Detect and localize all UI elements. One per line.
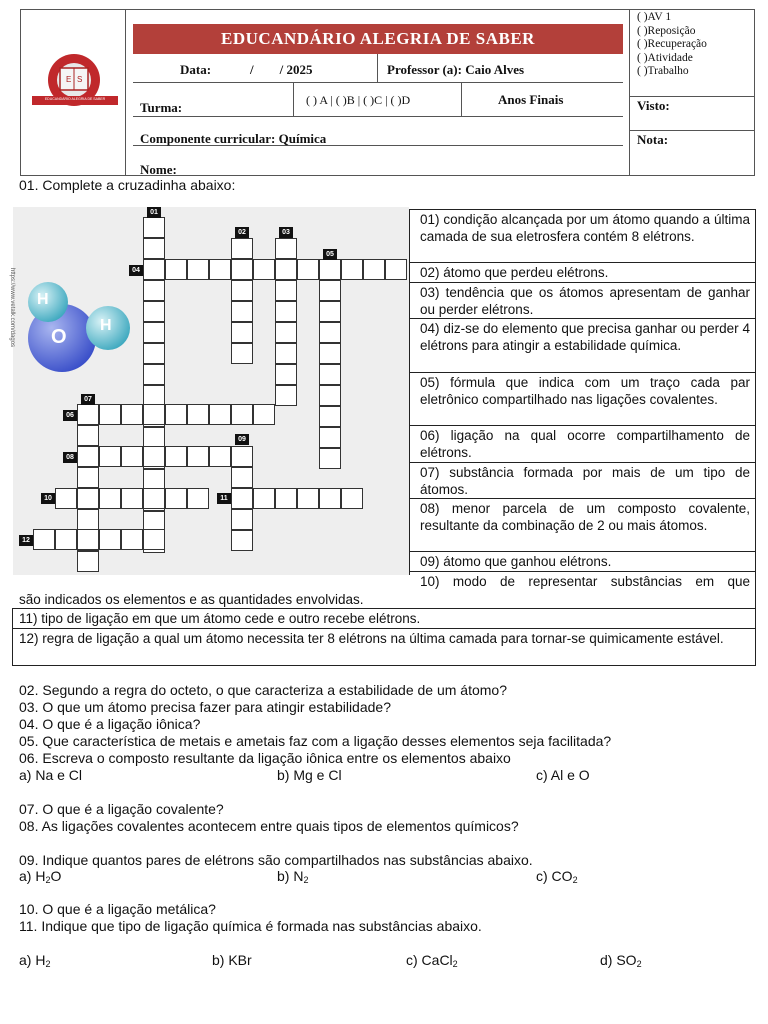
crossword-cell[interactable]	[143, 217, 165, 238]
crossword-cell[interactable]	[77, 529, 99, 550]
crossword-cell[interactable]	[231, 509, 253, 530]
crossword-cell[interactable]	[143, 280, 165, 301]
atom-label-h1: H	[37, 291, 49, 308]
clue-07: 07) substância formada por mais de um tipo de átomos.	[420, 465, 750, 497]
formula-text: b) KBr	[212, 952, 252, 968]
question-08: 08. As ligações covalentes acontecem entre quais tipos de elementos químicos?	[19, 818, 519, 834]
question-06-option-c: c) Al e O	[536, 767, 590, 783]
question-09-option-b	[277, 868, 308, 889]
crossword-cell[interactable]	[275, 322, 297, 343]
assessment-option[interactable]: ( )Recuperação	[637, 38, 707, 50]
clue-number-badge: 01	[147, 207, 161, 218]
crossword-cell[interactable]	[99, 529, 121, 550]
clue-number-badge: 10	[41, 493, 55, 504]
teacher-name: Professor (a): Caio Alves	[387, 62, 525, 77]
clue-number-badge: 04	[129, 265, 143, 276]
crossword-cell[interactable]	[165, 404, 187, 425]
crossword-cell[interactable]	[319, 406, 341, 427]
crossword-cell[interactable]	[77, 446, 99, 467]
assessment-option[interactable]: ( )AV 1	[637, 11, 672, 23]
question-04: 04. O que é a ligação iônica?	[19, 716, 201, 732]
clue-number-badge: 05	[323, 249, 337, 260]
crossword-cell[interactable]	[77, 551, 99, 572]
clue-03: 03) tendência que os átomos apresentam de ganhar ou perder elétrons.	[420, 285, 750, 317]
crossword-cell[interactable]	[143, 529, 165, 550]
crossword-cell[interactable]	[231, 343, 253, 364]
crossword-cell[interactable]	[99, 446, 121, 467]
question-11-option-a	[19, 952, 50, 973]
crossword-cell[interactable]	[319, 301, 341, 322]
crossword-cell[interactable]	[77, 404, 99, 425]
crossword-cell[interactable]	[297, 259, 319, 280]
header-divider	[629, 96, 755, 97]
clue-number-badge: 12	[19, 535, 33, 546]
formula-text: O	[50, 868, 62, 884]
crossword-cell[interactable]	[231, 322, 253, 343]
clue-table-border	[12, 665, 756, 666]
clue-10-start: 10) modo de representar substâncias em que	[420, 574, 750, 589]
crossword-cell[interactable]	[143, 427, 165, 448]
question-06-option-b: b) Mg e Cl	[277, 767, 342, 783]
formula-text: d) SO	[600, 952, 637, 968]
crossword-cell[interactable]	[231, 280, 253, 301]
header-divider	[293, 82, 294, 116]
crossword-cell[interactable]	[209, 446, 231, 467]
school-name: EDUCANDÁRIO ALEGRIA DE SABER	[133, 24, 623, 54]
name-label: Nome:	[140, 162, 177, 177]
crossword-cell[interactable]	[143, 469, 165, 490]
atom-label-h2: H	[100, 317, 112, 334]
crossword-cell[interactable]	[231, 259, 253, 280]
crossword-cell[interactable]	[143, 364, 165, 385]
assessment-option[interactable]: ( )Trabalho	[637, 65, 689, 77]
crossword-cell[interactable]	[275, 343, 297, 364]
crossword-cell[interactable]	[143, 404, 165, 425]
crossword-cell[interactable]	[99, 488, 121, 509]
crossword-cell[interactable]	[319, 385, 341, 406]
clue-09: 09) átomo que ganhou elétrons.	[420, 554, 612, 569]
crossword-cell[interactable]	[231, 446, 253, 467]
crossword-cell[interactable]	[253, 488, 275, 509]
crossword-cell[interactable]	[209, 404, 231, 425]
crossword-cell[interactable]	[143, 322, 165, 343]
crossword-cell[interactable]	[187, 446, 209, 467]
crossword-cell[interactable]	[231, 530, 253, 551]
crossword-cell[interactable]	[385, 259, 407, 280]
question-11-option-c	[406, 952, 458, 973]
header-divider	[125, 9, 126, 176]
header-divider	[377, 54, 378, 82]
crossword-cell[interactable]	[297, 488, 319, 509]
school-logo	[30, 52, 120, 114]
question-01-title: 01. Complete a cruzadinha abaixo:	[19, 177, 236, 193]
crossword-cell[interactable]	[275, 238, 297, 259]
formula-subscript: 2	[572, 875, 578, 885]
svg-text:E: E	[66, 75, 72, 84]
date-label: Data:	[180, 62, 212, 77]
crossword-cell[interactable]	[341, 488, 363, 509]
crossword-cell[interactable]	[77, 488, 99, 509]
nota-label: Nota:	[637, 132, 669, 147]
header-divider	[629, 9, 630, 176]
crossword-cell[interactable]	[55, 488, 77, 509]
crossword-cell[interactable]	[231, 238, 253, 259]
question-09-option-a	[19, 868, 61, 889]
formula-text: a) H	[19, 952, 46, 968]
question-06-option-a: a) Na e Cl	[19, 767, 83, 783]
crossword-cell[interactable]	[165, 446, 187, 467]
crossword-cell[interactable]	[77, 467, 99, 488]
formula-subscript: 2	[452, 959, 458, 969]
formula-text: c) CO	[536, 868, 573, 884]
crossword-cell[interactable]	[231, 467, 253, 488]
crossword-cell[interactable]	[363, 259, 385, 280]
formula-text: a) H	[19, 868, 46, 884]
header-divider	[629, 130, 755, 131]
crossword-cell[interactable]	[209, 259, 231, 280]
question-09: 09. Indique quantos pares de elétrons são compartilhados nas substâncias abaixo.	[19, 852, 533, 868]
clue-number-badge: 08	[63, 452, 77, 463]
crossword-cell[interactable]	[99, 404, 121, 425]
crossword-cell[interactable]	[55, 529, 77, 550]
crossword-cell[interactable]	[275, 301, 297, 322]
clue-table-border	[755, 209, 756, 665]
crossword-cell[interactable]	[121, 404, 143, 425]
assessment-option[interactable]: ( )Atividade	[637, 51, 693, 64]
question-06: 06. Escreva o composto resultante da ligação iônica entre os elementos abaixo	[19, 750, 511, 766]
clue-number-badge: 11	[217, 493, 231, 504]
crossword-cell[interactable]	[319, 448, 341, 469]
clue-number-badge: 03	[279, 227, 293, 238]
crossword-cell[interactable]	[275, 259, 297, 280]
crossword-cell[interactable]	[275, 280, 297, 301]
crossword-cell[interactable]	[319, 427, 341, 448]
clue-12: 12) regra de ligação a qual um átomo necessita ter 8 elétrons na última camada para tornar-se quimicamente estável.	[19, 631, 724, 646]
clue-number-badge: 09	[235, 434, 249, 445]
crossword-cell[interactable]	[143, 259, 165, 280]
crossword-cell[interactable]	[319, 364, 341, 385]
crossword-cell[interactable]	[187, 404, 209, 425]
formula-text: b) N	[277, 868, 304, 884]
formula-text: c) CaCl	[406, 952, 453, 968]
crossword-cell[interactable]	[319, 280, 341, 301]
clue-06: 06) ligação na qual ocorre compartilhamento de elétrons.	[420, 428, 750, 460]
question-03: 03. O que um átomo precisa fazer para atingir estabilidade?	[19, 699, 391, 715]
question-11: 11. Indique que tipo de ligação química é formada nas substâncias abaixo.	[19, 918, 482, 934]
atom-label-o: O	[51, 326, 67, 348]
crossword-cell[interactable]	[275, 488, 297, 509]
crossword-cell[interactable]	[143, 301, 165, 322]
clue-number-badge: 07	[81, 394, 95, 405]
crossword-cell[interactable]	[231, 301, 253, 322]
crossword-cell[interactable]	[275, 364, 297, 385]
crossword-cell[interactable]	[319, 322, 341, 343]
question-05: 05. Que característica de metais e ametais faz com a ligação desses elementos seja facilitada?	[19, 733, 612, 749]
crossword-cell[interactable]	[341, 259, 363, 280]
crossword-cell[interactable]	[319, 343, 341, 364]
crossword-cell[interactable]	[121, 529, 143, 550]
formula-subscript: 2	[45, 875, 51, 885]
water-molecule-image	[22, 282, 134, 374]
crossword-cell[interactable]	[77, 509, 99, 530]
assessment-type-list	[637, 11, 707, 79]
visto-label: Visto:	[637, 98, 670, 113]
assessment-option[interactable]: ( )Reposição	[637, 24, 696, 37]
crossword-cell[interactable]	[165, 488, 187, 509]
crossword-cell[interactable]	[187, 488, 209, 509]
svg-text:S: S	[77, 75, 83, 84]
header-divider	[461, 82, 462, 116]
question-10: 10. O que é a ligação metálica?	[19, 901, 216, 917]
header-divider	[133, 116, 623, 117]
question-11-option-d	[600, 952, 642, 973]
clue-08: 08) menor parcela de um composto covalente, resultante da combinação de 2 ou mais átomos.	[420, 501, 750, 533]
clue-05: 05) fórmula que indica com um traço cada par eletrônico compartilhado nas ligações covalentes.	[420, 375, 750, 407]
clue-04: 04) diz-se do elemento que precisa ganhar ou perder 4 elétrons para atingir a estabilidade química.	[420, 321, 750, 353]
crossword-cell[interactable]	[275, 385, 297, 406]
question-02: 02. Segundo a regra do octeto, o que caracteriza a estabilidade de um átomo?	[19, 682, 507, 698]
crossword-cell[interactable]	[33, 529, 55, 550]
crossword-cell[interactable]	[319, 259, 341, 280]
clue-number-badge: 02	[235, 227, 249, 238]
date-value: / / 2025	[250, 62, 313, 77]
clue-02: 02) átomo que perdeu elétrons.	[420, 265, 609, 280]
formula-subscript: 2	[45, 959, 51, 969]
subject-label: Componente curricular: Química	[140, 131, 327, 146]
clue-01: 01) condição alcançada por um átomo quando a última camada de sua eletrosfera contém 8 elétrons.	[420, 212, 750, 244]
crossword-cell[interactable]	[143, 446, 165, 467]
formula-subscript: 2	[303, 875, 309, 885]
crossword-cell[interactable]	[143, 343, 165, 364]
level-label: Anos Finais	[498, 92, 564, 107]
crossword-cell[interactable]	[165, 259, 187, 280]
crossword-cell[interactable]	[143, 238, 165, 259]
clue-11: 11) tipo de ligação em que um átomo cede e outro recebe elétrons.	[19, 611, 421, 626]
question-11-option-b	[212, 952, 252, 969]
crossword-cell[interactable]	[121, 488, 143, 509]
crossword-cell[interactable]	[143, 488, 165, 509]
crossword-cell[interactable]	[231, 404, 253, 425]
logo-text: EDUCANDÁRIO ALEGRIA DE SABER	[44, 97, 106, 101]
crossword-cell[interactable]	[319, 488, 341, 509]
class-label: Turma:	[140, 100, 183, 115]
question-09-option-c	[536, 868, 578, 889]
crossword-cell[interactable]	[143, 385, 165, 406]
crossword-cell[interactable]	[253, 259, 275, 280]
header-divider	[133, 82, 623, 83]
crossword-cell[interactable]	[121, 446, 143, 467]
crossword-watermark: https://www.vetalk.com/dagos	[9, 268, 15, 348]
crossword-cell[interactable]	[77, 425, 99, 446]
question-07: 07. O que é a ligação covalente?	[19, 801, 224, 817]
crossword-cell[interactable]	[231, 488, 253, 509]
crossword-cell[interactable]	[253, 404, 275, 425]
clue-10-continuation: são indicados os elementos e as quantidades envolvidas.	[19, 592, 364, 607]
class-options[interactable]: ( ) A | ( )B | ( )C | ( )D	[306, 93, 411, 107]
clue-number-badge: 06	[63, 410, 77, 421]
formula-subscript: 2	[636, 959, 642, 969]
crossword-cell[interactable]	[187, 259, 209, 280]
